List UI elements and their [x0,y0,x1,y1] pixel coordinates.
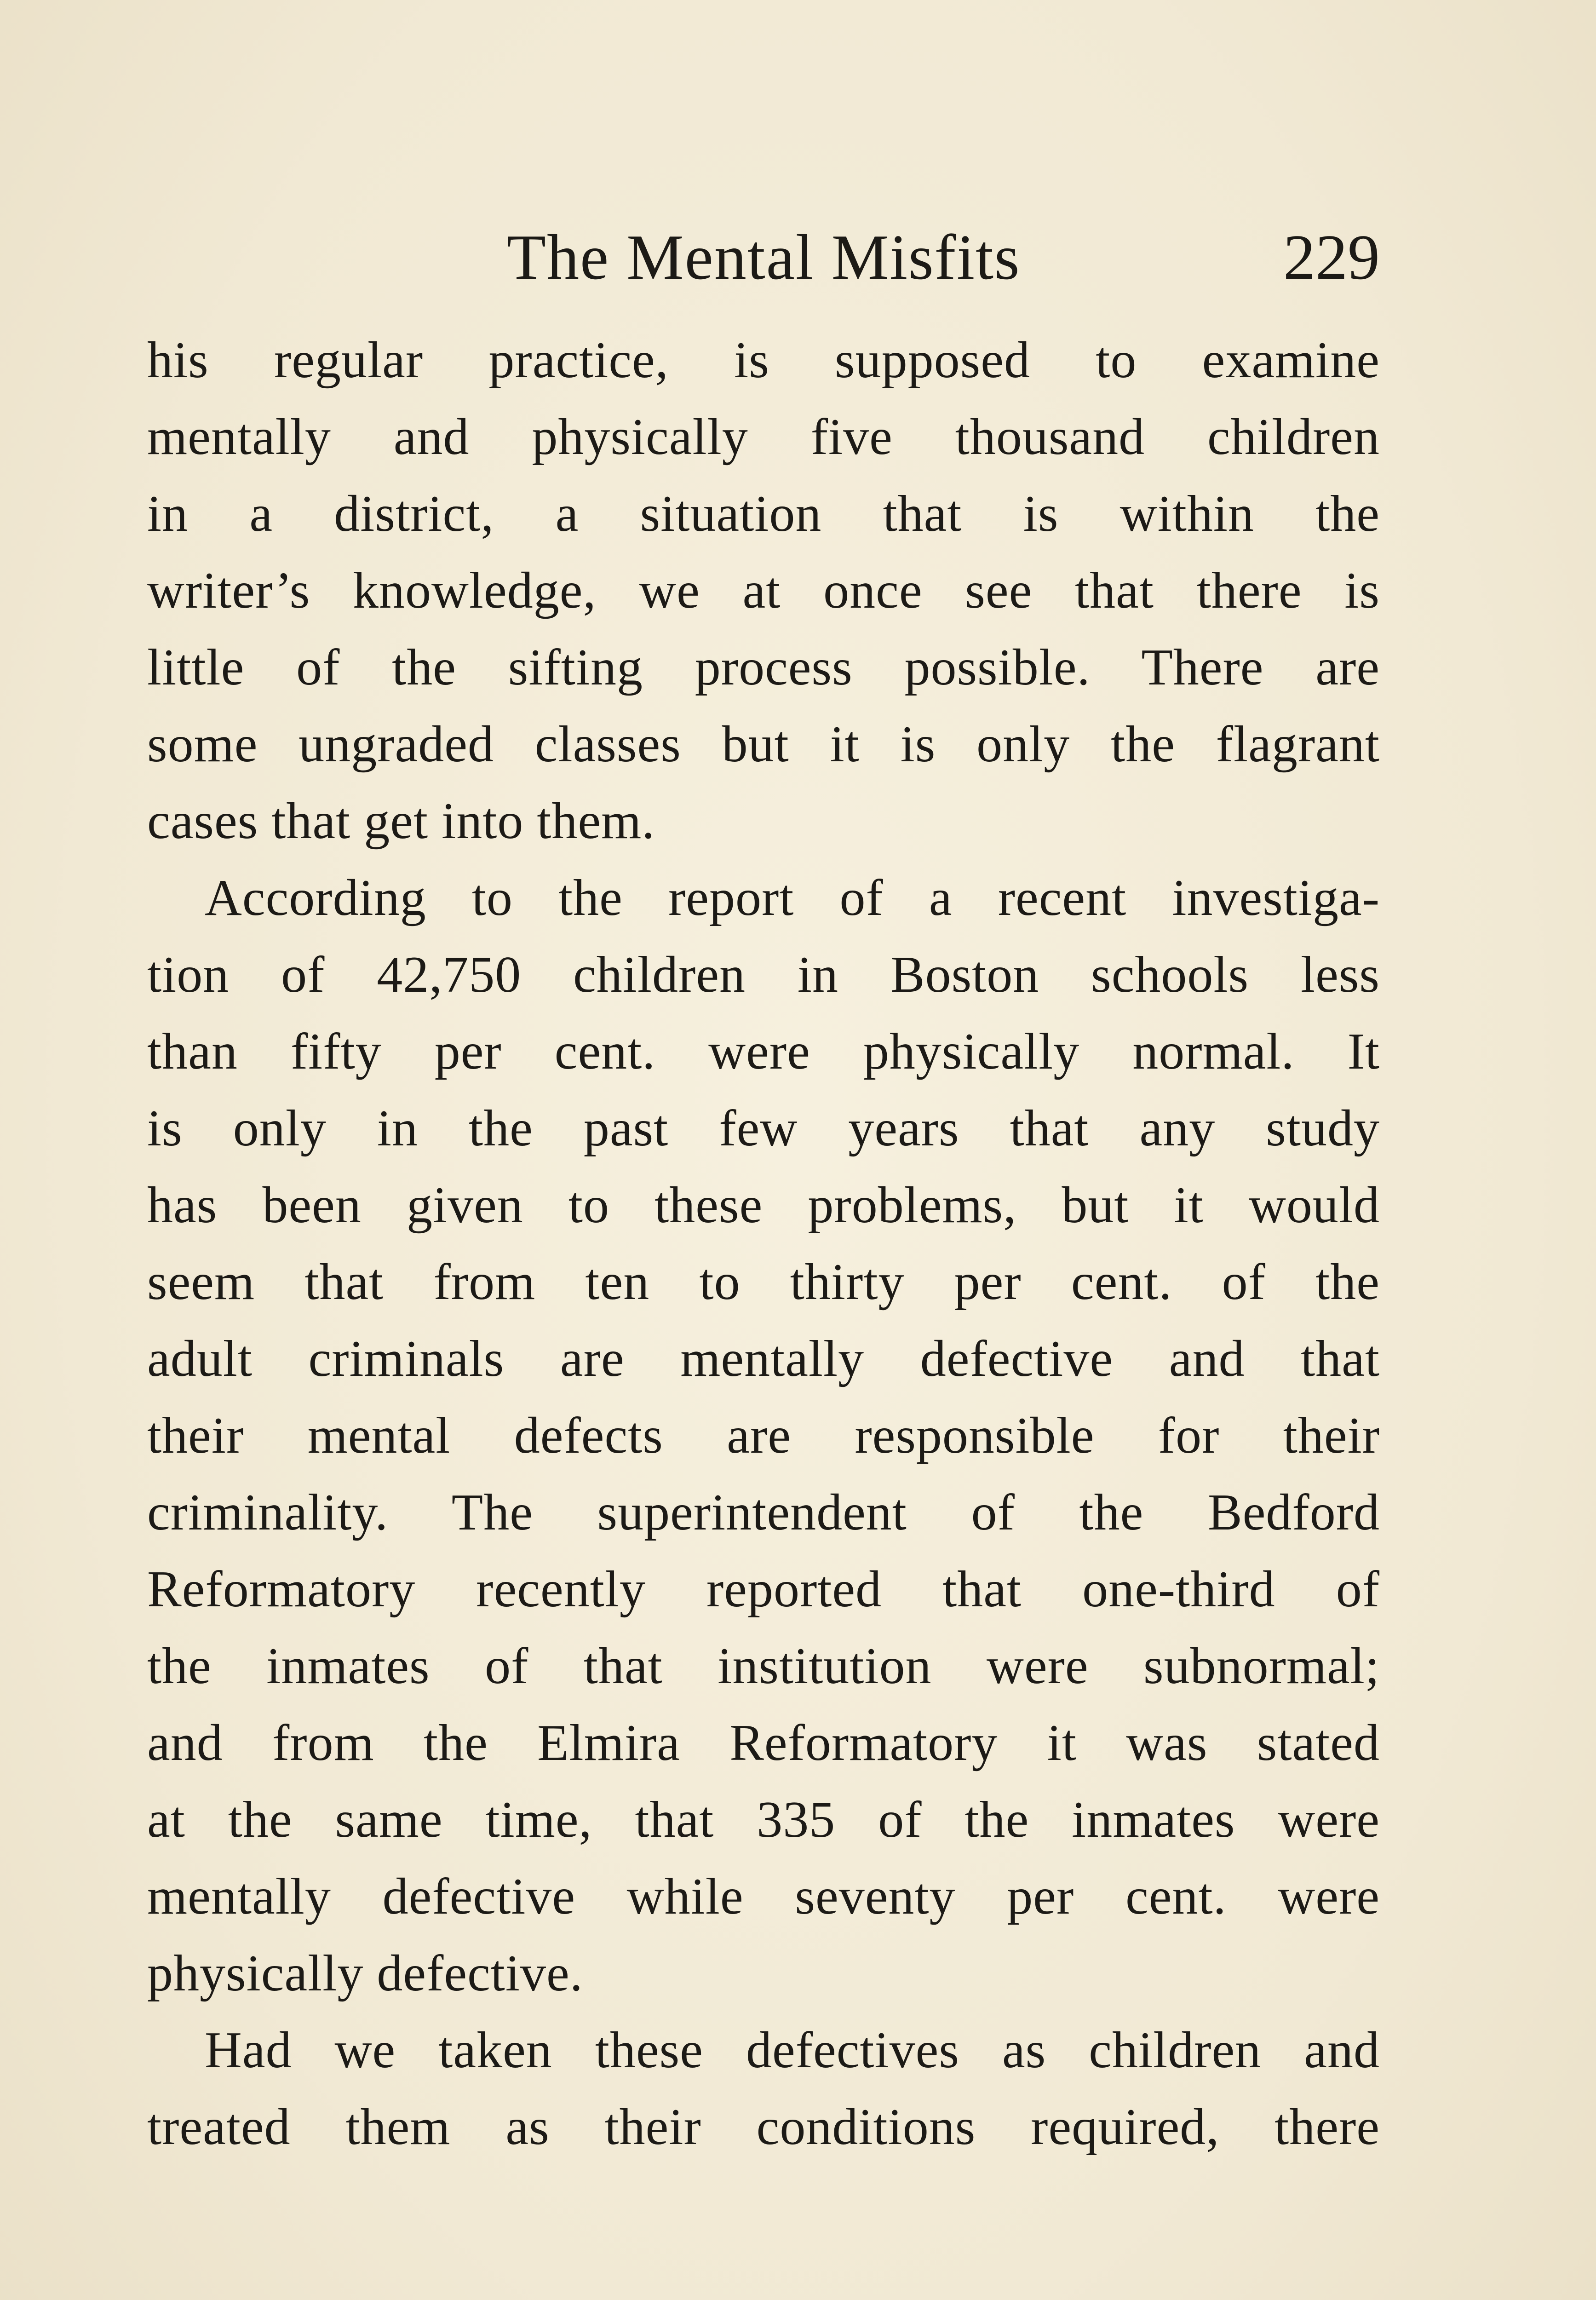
text-line: Reformatory recently reported that one-third of [147,1561,1380,1618]
text-line: criminality. The superintendent of the Bedford [147,1484,1380,1541]
text-line: at the same time, that 335 of the inmates were [147,1791,1380,1848]
page-header [147,216,1380,299]
text-line: Had we taken these defectives as children and [205,2022,1380,2079]
text-line: the inmates of that institution were subnormal; [147,1638,1380,1695]
text-line: treated them as their conditions required, there [147,2099,1380,2156]
text-line: writer’s knowledge, we at once see that there is [147,562,1380,619]
text-line: mentally and physically five thousand children [147,408,1380,466]
running-title: The Mental Misfits [506,222,1021,293]
text-line: cases that get into them. [147,793,655,850]
text-line: little of the sifting process possible. There are [147,639,1380,696]
text-line: physically defective. [147,1945,583,2002]
text-line: their mental defects are responsible for their [147,1407,1380,1464]
text-line: mentally defective while seventy per cent. were [147,1868,1380,1925]
text-line: adult criminals are mentally defective and that [147,1330,1380,1387]
body-text [147,322,1380,2166]
text-line: tion of 42,750 children in Boston schools less [147,946,1380,1003]
text-line: some ungraded classes but it is only the flagrant [147,716,1380,773]
text-line: According to the report of a recent investiga- [205,869,1380,926]
text-line: seem that from ten to thirty per cent. of the [147,1254,1380,1311]
text-line: and from the Elmira Reformatory it was stated [147,1714,1380,1771]
text-line: in a district, a situation that is within the [147,485,1380,542]
text-line: has been given to these problems, but it would [147,1177,1380,1234]
text-line: than fifty per cent. were physically normal. It [147,1023,1380,1080]
text-line: is only in the past few years that any study [147,1100,1380,1157]
text-line: his regular practice, is supposed to examine [147,332,1380,389]
page-number: 229 [1283,222,1380,293]
